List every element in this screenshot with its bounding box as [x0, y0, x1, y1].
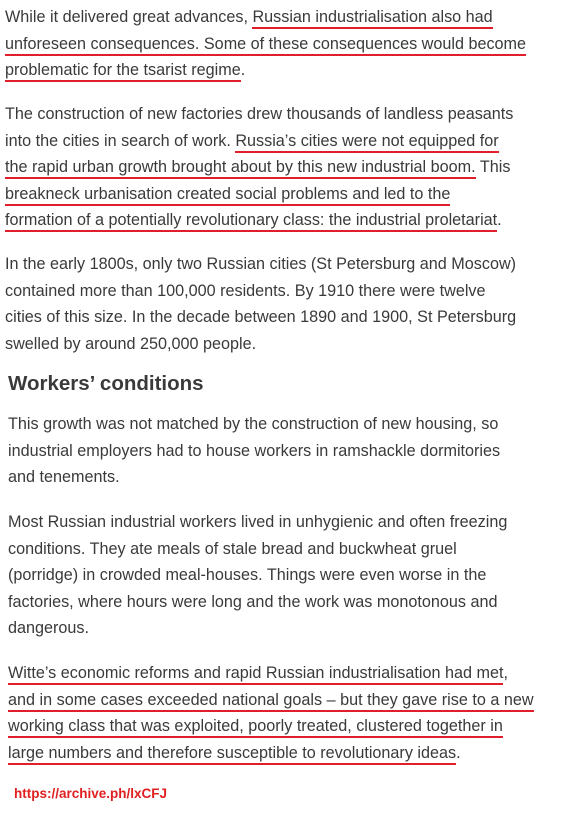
paragraph-city-growth — [5, 251, 575, 357]
text-line — [8, 464, 578, 491]
text-line — [8, 687, 578, 714]
plain-text: Most Russian industrial workers lived in unhygienic and often freezing — [8, 513, 508, 531]
plain-text: This — [475, 158, 511, 176]
text-line — [8, 411, 578, 438]
underlined-text: Witte’s economic reforms and rapid Russian industrialisation had met — [8, 664, 503, 685]
plain-text: . — [497, 211, 502, 229]
text-line — [5, 251, 575, 278]
underlined-text: problematic for the tsarist regime — [5, 61, 241, 82]
paragraph-living-conditions — [8, 509, 578, 642]
paragraph-urbanisation — [5, 101, 575, 234]
underlined-text: Russian industrialisation also had — [252, 8, 492, 29]
text-line — [8, 660, 578, 687]
plain-text: factories, where hours were long and the work was monotonous and — [8, 592, 498, 611]
section-heading: Workers’ conditions — [8, 372, 204, 395]
underlined-text: Russia’s cities were not equipped for — [235, 132, 498, 153]
underlined-text: working class that was exploited, poorly treated, clustered together in — [8, 717, 503, 738]
text-line — [5, 304, 575, 331]
source-link[interactable]: https://archive.ph/lxCFJ — [14, 786, 168, 801]
plain-text: This growth was not matched by the construction of new housing, so — [8, 415, 499, 433]
text-line — [8, 713, 578, 740]
text-line — [8, 740, 578, 767]
underlined-text: the rapid urban growth brought about by this new industrial boom. — [5, 158, 476, 179]
plain-text: . — [240, 61, 246, 79]
paragraph-housing — [8, 411, 578, 491]
text-line — [5, 207, 575, 234]
text-line — [8, 589, 578, 616]
plain-text: , — [503, 664, 508, 682]
text-line — [8, 536, 578, 563]
text-line — [5, 278, 575, 305]
plain-text: into the cities in search of work. — [5, 131, 236, 150]
text-line — [5, 154, 575, 181]
text-line — [5, 128, 575, 155]
underlined-text: large numbers and therefore susceptible to revolutionary ideas — [8, 744, 456, 765]
text-line — [5, 101, 575, 128]
underlined-text: formation of a potentially revolutionary class: the industrial proletariat — [5, 211, 497, 232]
plain-text: . — [456, 743, 461, 762]
text-line — [8, 509, 578, 536]
plain-text: The construction of new factories drew thousands of landless peasants — [5, 105, 514, 123]
text-line — [5, 181, 575, 208]
plain-text: and tenements. — [8, 468, 120, 486]
plain-text: industrial employers had to house workers in ramshackle dormitories — [8, 441, 501, 460]
plain-text: In the early 1800s, only two Russian cities (St Petersburg and Moscow) — [5, 255, 517, 273]
plain-text: cities of this size. In the decade between 1890 and 1900, St Petersburg — [5, 308, 517, 326]
text-line — [5, 4, 575, 31]
paragraph-witte-reforms — [8, 660, 578, 766]
plain-text: (porridge) in crowded meal-houses. Things were even worse in the — [8, 566, 487, 584]
plain-text: contained more than 100,000 residents. By 1910 there were twelve — [5, 281, 486, 300]
text-line — [8, 562, 578, 589]
underlined-text: unforeseen consequences. Some of these consequences would become — [5, 35, 526, 56]
plain-text: dangerous. — [8, 619, 90, 637]
text-line — [5, 57, 575, 84]
text-line — [5, 331, 575, 358]
text-line — [8, 438, 578, 465]
text-line — [5, 31, 575, 58]
paragraph-consequences — [5, 4, 575, 84]
underlined-text: and in some cases exceeded national goals – but they gave rise to a new — [8, 691, 534, 712]
plain-text: conditions. They ate meals of stale bread and buckwheat gruel — [8, 539, 457, 558]
plain-text: While it delivered great advances, — [5, 8, 253, 26]
text-line — [8, 615, 578, 642]
plain-text: swelled by around 250,000 people. — [5, 334, 257, 353]
underlined-text: breakneck urbanisation created social problems and led to the — [5, 185, 450, 206]
